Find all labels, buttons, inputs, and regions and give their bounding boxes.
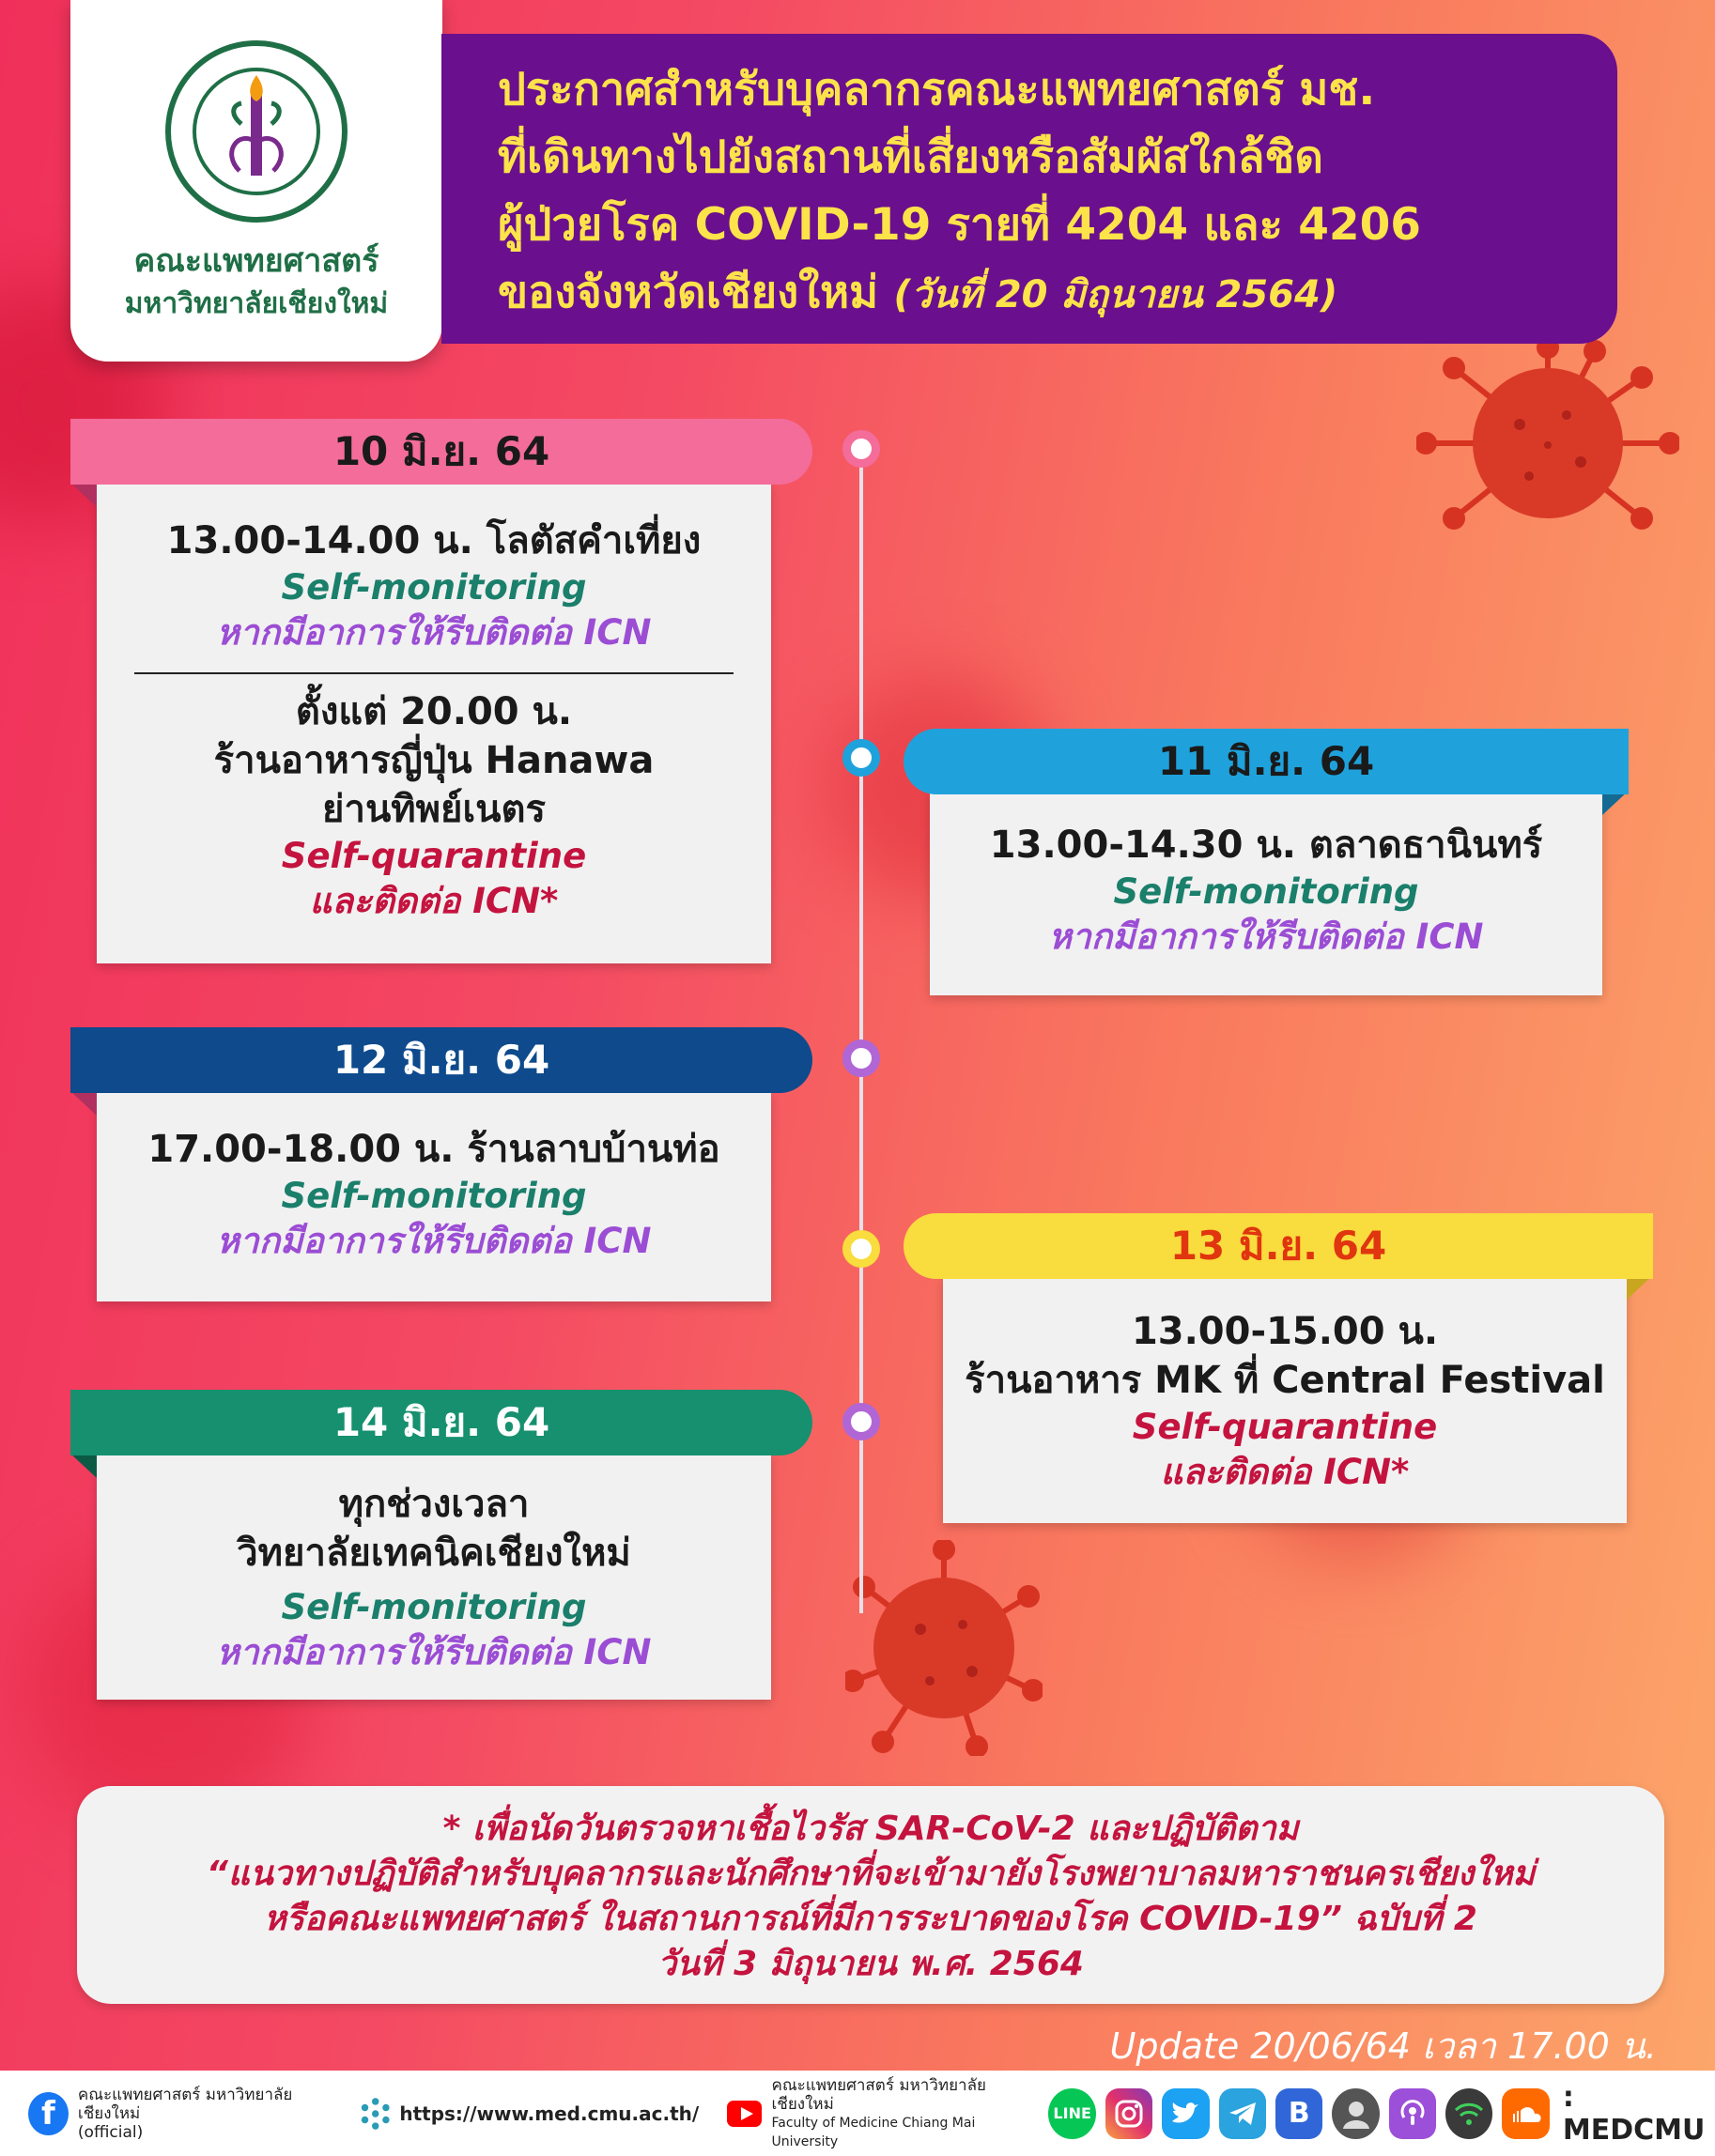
title-line-1: ประกาศสำหรับบุคลากรคณะแพทยศาสตร์ มช.: [498, 64, 1376, 116]
social-handle: : MEDCMU: [1562, 2080, 1706, 2147]
title-line-3: ผู้ป่วยโรค COVID-19 รายที่ 4204 และ 4206: [498, 199, 1422, 251]
telegram-icon[interactable]: [1219, 2088, 1266, 2139]
university-name: มหาวิทยาลัยเชียงใหม่: [124, 287, 389, 320]
announcement-title: [441, 34, 1617, 344]
ribbon-fold: [70, 1091, 97, 1116]
twitter-icon[interactable]: [1162, 2088, 1209, 2139]
event-advice: และติดต่อ ICN*: [309, 881, 559, 921]
youtube-link[interactable]: [771, 2076, 1029, 2151]
event-action: Self-monitoring: [1113, 871, 1419, 912]
soundcloud-icon[interactable]: [1502, 2088, 1549, 2139]
date-label: 14 มิ.ย. 64: [70, 1390, 812, 1455]
virus-icon: [845, 1540, 1043, 1756]
avatar-icon[interactable]: [1332, 2088, 1379, 2139]
podcast-icon[interactable]: [1389, 2088, 1436, 2139]
date-label: 10 มิ.ย. 64: [70, 419, 812, 485]
ribbon-fold: [70, 483, 97, 507]
timeline-dot: [842, 1230, 880, 1268]
event-place: ร้านอาหาร MK ที่ Central Festival: [965, 1359, 1605, 1402]
faculty-name: คณะแพทยศาสตร์: [133, 242, 379, 280]
event-action: Self-monitoring: [281, 1587, 587, 1627]
facebook-icon[interactable]: f: [28, 2092, 69, 2135]
event-advice: และติดต่อ ICN*: [1160, 1452, 1410, 1492]
timeline-card: [97, 483, 771, 963]
event-time: ทุกช่วงเวลา: [338, 1483, 530, 1526]
wifi-icon[interactable]: [1445, 2088, 1492, 2139]
facebook-page-sub: (official): [77, 2122, 144, 2142]
event-action: Self-quarantine: [1132, 1407, 1438, 1447]
title-line-4: [498, 259, 1617, 329]
event-place: 13.00-14.00 น. โลตัสคำเที่ยง: [166, 519, 702, 562]
date-label: 12 มิ.ย. 64: [70, 1027, 812, 1093]
website-link[interactable]: https://www.med.cmu.ac.th/: [399, 2102, 700, 2125]
timeline-dot: [842, 430, 880, 468]
line-icon[interactable]: LINE: [1048, 2088, 1095, 2139]
event-time: 13.00-15.00 น.: [1131, 1310, 1439, 1353]
timeline-dot: [842, 1403, 880, 1440]
footnote-box: [77, 1786, 1664, 2004]
event-action: Self-quarantine: [281, 836, 587, 876]
virus-icon: [1416, 340, 1679, 547]
faculty-seal-logo: [164, 39, 348, 223]
event-place: 17.00-18.00 น. ร้านลาบบ้านท่อ: [147, 1128, 720, 1171]
instagram-icon[interactable]: [1105, 2088, 1152, 2139]
footnote-line: หรือคณะแพทยศาสตร์ ในสถานการณ์ที่มีการระบาดของโรค COVID-19” ฉบับที่ 2: [264, 1900, 1477, 1938]
logo-card: [70, 0, 442, 362]
date-label: 11 มิ.ย. 64: [904, 729, 1629, 794]
event-time: ตั้งแต่ 20.00 น.: [295, 690, 573, 733]
event-action: Self-monitoring: [281, 567, 587, 608]
footnote-line: “แนวทางปฏิบัติสำหรับบุคลากรและนักศึกษาที่จะเข้ามายังโรงพยาบาลมหาราชนครเชียงใหม่: [206, 1855, 1536, 1893]
date-label: 13 มิ.ย. 64: [904, 1213, 1653, 1279]
timeline-card: [930, 791, 1602, 995]
timeline-dot: [842, 1040, 880, 1077]
event-place: ร้านอาหารญี่ปุ่น Hanawa: [213, 739, 655, 782]
facebook-page-name: คณะแพทยศาสตร์ มหาวิทยาลัยเชียงใหม่: [77, 2085, 293, 2123]
event-action: Self-monitoring: [281, 1176, 587, 1216]
timeline-card: [97, 1454, 771, 1700]
blockdit-icon[interactable]: B: [1275, 2088, 1322, 2139]
event-place: 13.00-14.30 น. ตลาดธานินทร์: [989, 824, 1543, 867]
update-timestamp: Update 20/06/64 เวลา 17.00 น.: [1109, 2025, 1657, 2067]
youtube-channel-name: คณะแพทยศาสตร์ มหาวิทยาลัยเชียงใหม่: [771, 2075, 986, 2114]
event-place: วิทยาลัยเทคนิคเชียงใหม่: [237, 1532, 631, 1575]
divider: [134, 672, 734, 674]
footnote-line: วันที่ 3 มิถุนายน พ.ศ. 2564: [657, 1945, 1084, 1983]
event-advice: หากมีอาการให้รีบติดต่อ ICN: [1048, 916, 1484, 957]
youtube-icon[interactable]: [727, 2101, 762, 2127]
event-advice: หากมีอาการให้รีบติดต่อ ICN: [216, 612, 652, 653]
timeline-card: [943, 1275, 1627, 1523]
title-line-2: ที่เดินทางไปยังสถานที่เสี่ยงหรือสัมผัสใกล้ชิด: [498, 131, 1323, 183]
youtube-channel-sub: Faculty of Medicine Chiang Mai University: [771, 2115, 976, 2149]
footnote-line: * เพื่อนัดวันตรวจหาเชื้อไวรัส SAR-CoV-2 และปฏิบัติตาม: [442, 1810, 1299, 1848]
footer-bar: [0, 2071, 1715, 2156]
facebook-link[interactable]: [78, 2086, 336, 2142]
timeline-dot: [842, 739, 880, 777]
title-province: ของจังหวัดเชียงใหม่: [498, 267, 879, 318]
event-area: ย่านทิพย์เนตร: [322, 788, 546, 831]
event-advice: หากมีอาการให้รีบติดต่อ ICN: [216, 1632, 652, 1672]
event-advice: หากมีอาการให้รีบติดต่อ ICN: [216, 1221, 652, 1261]
website-icon[interactable]: [359, 2096, 392, 2132]
timeline-card: [97, 1091, 771, 1301]
ribbon-fold: [70, 1454, 97, 1478]
title-date: (วันที่ 20 มิถุนายน 2564): [893, 273, 1338, 316]
